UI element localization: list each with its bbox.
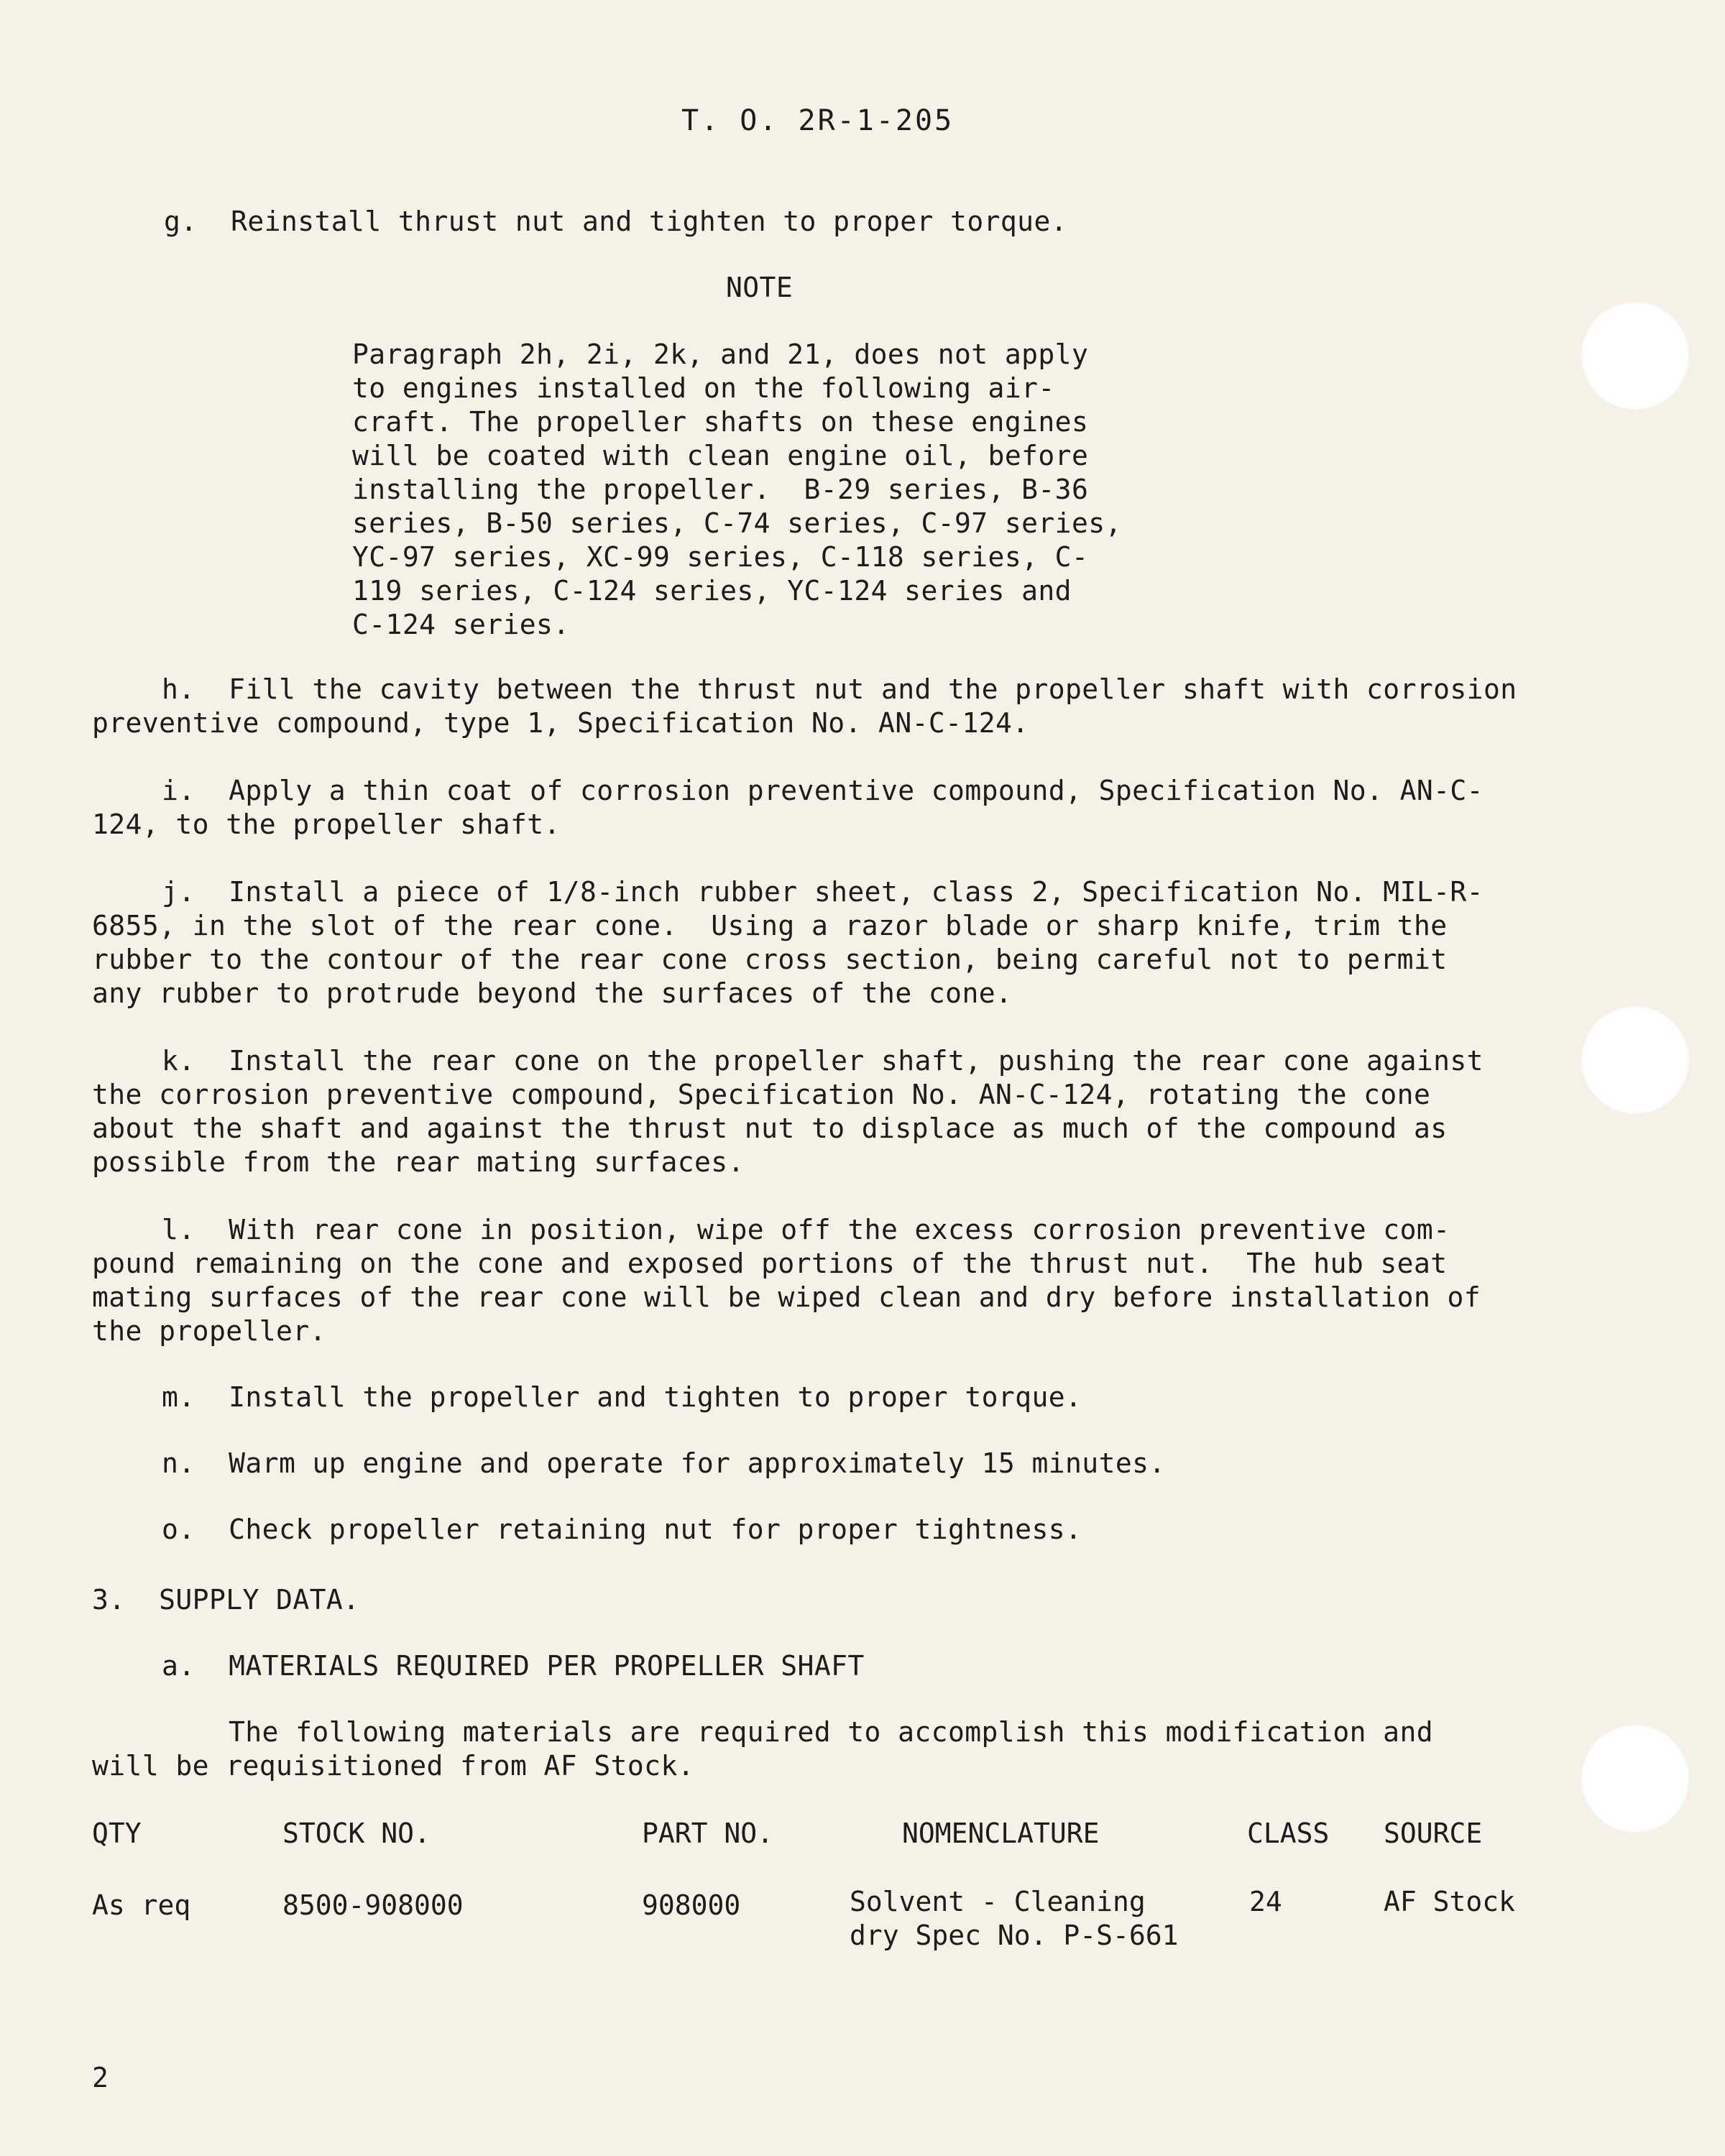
note-line: installing the propeller. B-29 series, B-36 [352,474,1089,505]
section-subheading: a. MATERIALS REQUIRED PER PROPELLER SHAFT [162,1650,865,1682]
step-line: possible from the rear mating surfaces. [92,1146,745,1178]
step-line: 124, to the propeller shaft. [92,808,561,840]
step-line: about the shaft and against the thrust nut to displace as much of the compound as [92,1112,1448,1144]
note-line: Paragraph 2h, 2i, 2k, and 21, does not apply [352,338,1089,370]
intro-line: The following materials are required to accomplish this modification and [229,1716,1434,1748]
doc-number: T. O. 2R-1-205 [681,104,954,137]
step-m: m. Install the propeller and tighten to proper torque. [162,1381,1082,1413]
cell-stock-no: 8500-908000 [282,1889,464,1921]
note-line: C-124 series. [352,609,570,640]
step-line: i. Apply a thin coat of corrosion preventive compound, Specification No. AN-C- [162,775,1484,806]
step-line: l. With rear cone in position, wipe off the excess corrosion preventive com- [162,1214,1450,1245]
note-title: NOTE [726,272,794,303]
step-line: preventive compound, type 1, Specification No. AN-C-124. [92,707,1029,739]
header-source: SOURCE [1384,1818,1483,1849]
note-line: craft. The propeller shafts on these engines [352,406,1089,438]
intro-line: will be requisitioned from AF Stock. [92,1750,695,1782]
punch-hole-top [1581,302,1689,410]
step-o: o. Check propeller retaining nut for proper tightness. [162,1514,1082,1545]
punch-hole-middle [1581,1006,1689,1114]
step-line: the corrosion preventive compound, Specification No. AN-C-124, rotating the cone [92,1079,1431,1110]
step-line: any rubber to protrude beyond the surfaces of the cone. [92,977,1013,1009]
step-g: g. Reinstall thrust nut and tighten to proper torque. [164,206,1068,237]
step-line: rubber to the contour of the rear cone cross section, being careful not to permit [92,944,1448,975]
note-line: to engines installed on the following air- [352,372,1055,404]
step-line: pound remaining on the cone and exposed portions of the thrust nut. The hub seat [92,1248,1448,1279]
cell-class: 24 [1249,1886,1282,1917]
cell-nomenclature-line: dry Spec No. P-S-661 [850,1920,1179,1951]
note-line: 119 series, C-124 series, YC-124 series and [352,575,1072,607]
step-line: the propeller. [92,1315,326,1347]
step-line: mating surfaces of the rear cone will be wiped clean and dry before installation of [92,1281,1481,1313]
note-line: will be coated with clean engine oil, before [352,440,1089,471]
step-n: n. Warm up engine and operate for approximately 15 minutes. [162,1447,1166,1479]
step-line: 6855, in the slot of the rear cone. Using a razor blade or sharp knife, trim the [92,910,1448,941]
cell-qty: As req [92,1889,191,1921]
cell-source: AF Stock [1384,1886,1516,1917]
step-line: h. Fill the cavity between the thrust nut and the propeller shaft with corrosion [162,673,1517,705]
header-stock-no: STOCK NO. [282,1818,431,1849]
note-line: YC-97 series, XC-99 series, C-118 series, C- [352,541,1089,573]
header-qty: QTY [92,1818,142,1849]
section-heading: 3. SUPPLY DATA. [92,1584,360,1616]
punch-hole-bottom [1581,1725,1689,1833]
page-number: 2 [92,2062,109,2093]
step-line: k. Install the rear cone on the propeller shaft, pushing the rear cone against [162,1045,1484,1077]
header-nomenclature: NOMENCLATURE [902,1818,1100,1849]
header-part-no: PART NO. [642,1818,774,1849]
header-class: CLASS [1247,1818,1330,1849]
step-line: j. Install a piece of 1/8-inch rubber sheet, class 2, Specification No. MIL-R- [162,876,1484,908]
note-line: series, B-50 series, C-74 series, C-97 series, [352,507,1122,539]
cell-part-no: 908000 [642,1889,741,1921]
cell-nomenclature-line: Solvent - Cleaning [850,1886,1146,1917]
